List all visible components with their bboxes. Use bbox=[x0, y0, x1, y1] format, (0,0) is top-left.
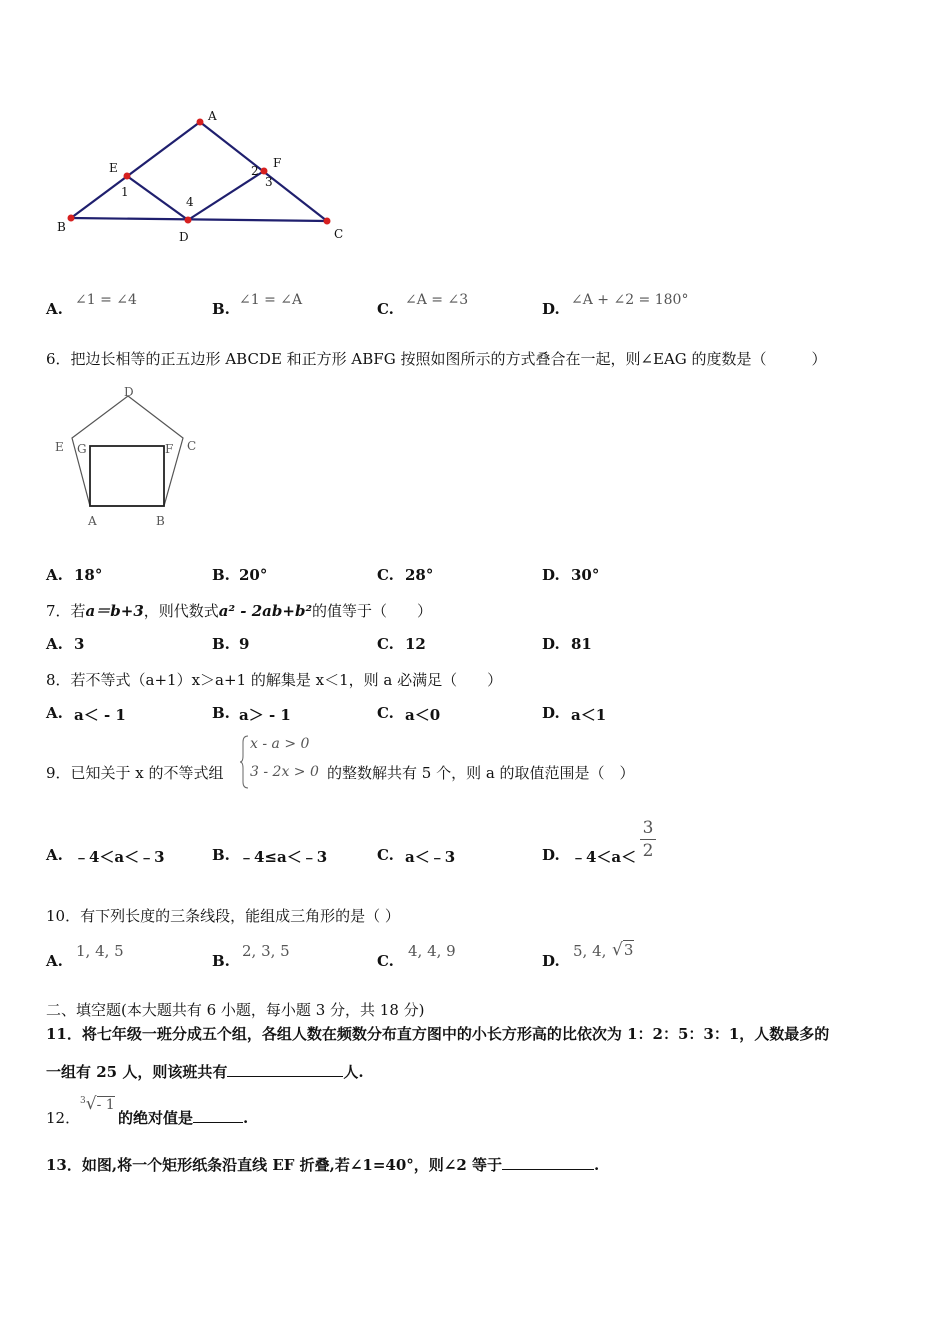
label-angle-4: 4 bbox=[186, 195, 194, 209]
label-C: C bbox=[334, 227, 344, 241]
label-F: F bbox=[165, 442, 174, 456]
q8-option-a-letter: A. bbox=[46, 704, 63, 722]
label-B: B bbox=[156, 514, 165, 528]
q5-option-c-letter: C. bbox=[377, 300, 394, 318]
q7-expression: a² - 2ab+b² bbox=[218, 602, 313, 620]
q12-number: 12． bbox=[46, 1109, 81, 1127]
label-A: A bbox=[88, 514, 97, 528]
q10-option-a-text: 1, 4, 5 bbox=[76, 942, 124, 960]
q9-option-d-text: ﹣4＜a＜ bbox=[571, 848, 637, 866]
label-D: D bbox=[179, 230, 189, 244]
label-A: A bbox=[208, 109, 217, 123]
q9-inequality-system bbox=[240, 734, 326, 790]
q10-option-b-text: 2, 3, 5 bbox=[242, 942, 290, 960]
q6-pentagon-square-figure bbox=[50, 382, 210, 532]
q6-option-b-letter: B. bbox=[212, 566, 230, 584]
q5-option-d-text: ∠A + ∠2 = 180° bbox=[571, 292, 689, 308]
q10-sqrt bbox=[612, 940, 634, 960]
label-angle-3: 3 bbox=[265, 175, 273, 189]
q13-question bbox=[46, 1154, 599, 1175]
label-C: C bbox=[187, 439, 197, 453]
q9-fraction bbox=[640, 818, 656, 861]
fraction-bar bbox=[640, 839, 656, 840]
label-B: B bbox=[57, 220, 66, 234]
q9-inequality-2: 3 - 2x > 0 bbox=[250, 764, 319, 780]
q7-option-c-letter: C. bbox=[377, 635, 394, 653]
q10-option-d-letter: D. bbox=[542, 952, 560, 970]
q6-option-a-text: 18° bbox=[74, 566, 103, 584]
q7-option-a-letter: A. bbox=[46, 635, 63, 653]
q8-option-c-text: a＜0 bbox=[405, 706, 441, 724]
q6-option-a-letter: A. bbox=[46, 566, 63, 584]
q7-tail: 的值等于（ ） bbox=[312, 602, 433, 620]
q9-question-post: 的整数解共有 5 个，则 a 的取值范围是（ ） bbox=[327, 764, 635, 782]
q9-option-b-letter: B. bbox=[212, 846, 230, 864]
point-E bbox=[124, 173, 131, 180]
q9-option-a-letter: A. bbox=[46, 846, 63, 864]
q9-option-d-letter: D. bbox=[542, 846, 560, 864]
label-angle-1: 1 bbox=[121, 185, 129, 199]
segment-BC bbox=[71, 218, 327, 221]
q10-option-c-text: 4, 4, 9 bbox=[408, 942, 456, 960]
q10-option-a-letter: A. bbox=[46, 952, 63, 970]
q8-option-a-text: a＜ - 1 bbox=[74, 706, 126, 724]
q7-option-c-text: 12 bbox=[405, 635, 426, 653]
q10-question: 10．有下列长度的三条线段，能组成三角形的是（ ） bbox=[46, 907, 400, 925]
q11-line2-end: 人. bbox=[343, 1063, 364, 1081]
q6-option-d-text: 30° bbox=[571, 566, 600, 584]
segment-ED bbox=[127, 176, 188, 220]
point-D bbox=[185, 217, 192, 224]
section-title-fill-in: 二、填空题(本大题共有 6 小题，每小题 3 分，共 18 分) bbox=[46, 1001, 425, 1019]
q11-line1: 11．将七年级一班分成五个组，各组人数在频数分布直方图中的小长方形高的比依次为 1：2：5：3：1，人数最多的 bbox=[46, 1025, 830, 1043]
q10-option-d-text: 5, 4, bbox=[573, 942, 612, 960]
q7-condition: a＝b+3 bbox=[85, 602, 144, 620]
q7-option-d-letter: D. bbox=[542, 635, 560, 653]
q11-answer-blank[interactable] bbox=[227, 1062, 343, 1077]
segment-DF bbox=[188, 171, 264, 220]
q6-question: 6．把边长相等的正五边形 ABCDE 和正方形 ABFG 按照如图所示的方式叠合在一起，则∠EAG 的度数是（ ） bbox=[46, 350, 827, 368]
q8-option-c-letter: C. bbox=[377, 704, 394, 722]
square-ABFG bbox=[90, 446, 164, 506]
q10-option-c-letter: C. bbox=[377, 952, 394, 970]
q7-option-b-letter: B. bbox=[212, 635, 230, 653]
segment-BA bbox=[71, 122, 200, 218]
q6-option-d-letter: D. bbox=[542, 566, 560, 584]
q8-question: 8．若不等式（a+1）x＞a+1 的解集是 x＜1，则 a 必满足（ ） bbox=[46, 671, 503, 689]
q10-sqrt-radicand: 3 bbox=[623, 941, 634, 959]
q6-option-c-text: 28° bbox=[405, 566, 434, 584]
q9-option-c-letter: C. bbox=[377, 846, 394, 864]
label-G: G bbox=[77, 442, 87, 456]
q6-option-c-letter: C. bbox=[377, 566, 394, 584]
q9-fraction-denominator: 2 bbox=[642, 841, 654, 861]
q9-inequality-1: x - a > 0 bbox=[250, 736, 310, 752]
label-D: D bbox=[124, 385, 134, 399]
q10-option-b-letter: B. bbox=[212, 952, 230, 970]
q13-answer-blank[interactable] bbox=[502, 1155, 594, 1170]
q7-question bbox=[46, 600, 432, 621]
q12-answer-blank[interactable] bbox=[193, 1108, 243, 1123]
q9-fraction-numerator: 3 bbox=[642, 818, 654, 838]
label-F: F bbox=[273, 156, 282, 170]
q11-line2 bbox=[46, 1061, 364, 1082]
q13-text: 13．如图,将一个矩形纸条沿直线 EF 折叠,若∠1=40°，则∠2 等于 bbox=[46, 1156, 503, 1174]
q5-option-a-letter: A. bbox=[46, 300, 63, 318]
label-E: E bbox=[109, 161, 118, 175]
point-C bbox=[324, 218, 331, 225]
q11-line2-start: 一组有 25 人，则该班共有 bbox=[46, 1063, 228, 1081]
q9-option-c-text: a＜﹣3 bbox=[405, 848, 456, 866]
q12-radicand: - 1 bbox=[96, 1097, 115, 1113]
label-E: E bbox=[55, 440, 64, 454]
q5-option-b-text: ∠1 = ∠A bbox=[239, 292, 303, 308]
q7-option-d-text: 81 bbox=[571, 635, 592, 653]
label-angle-2: 2 bbox=[251, 164, 259, 178]
left-brace-icon bbox=[240, 734, 250, 790]
q5-option-b-letter: B. bbox=[212, 300, 230, 318]
q8-option-d-text: a＜1 bbox=[571, 706, 607, 724]
q12-end: . bbox=[243, 1109, 249, 1127]
radical-icon: √ bbox=[85, 1094, 97, 1114]
q9-option-b-text: ﹣4≤a＜﹣3 bbox=[239, 848, 328, 866]
q13-end: . bbox=[594, 1156, 600, 1174]
q8-option-b-text: a＞ - 1 bbox=[239, 706, 291, 724]
q12-tail-text: 的绝对值是 bbox=[118, 1109, 194, 1127]
sqrt-icon: √ bbox=[612, 940, 623, 960]
q5-option-d-letter: D. bbox=[542, 300, 560, 318]
point-A bbox=[197, 119, 204, 126]
q8-option-b-letter: B. bbox=[212, 704, 230, 722]
q9-question-pre: 9．已知关于 x 的不等式组 bbox=[46, 764, 224, 782]
q9-option-a-text: ﹣4＜a＜﹣3 bbox=[74, 848, 165, 866]
q5-triangle-figure bbox=[50, 105, 360, 255]
q12-question-tail bbox=[118, 1107, 248, 1128]
q12-root-index: 3 bbox=[80, 1096, 86, 1106]
q12-cube-root bbox=[80, 1094, 115, 1114]
q6-option-b-text: 20° bbox=[239, 566, 268, 584]
q7-option-a-text: 3 bbox=[74, 635, 85, 653]
q8-option-d-letter: D. bbox=[542, 704, 560, 722]
q7-mid: ，则代数式 bbox=[143, 602, 219, 620]
q5-option-a-text: ∠1 = ∠4 bbox=[75, 292, 137, 308]
point-B bbox=[68, 215, 75, 222]
q7-number: 7．若 bbox=[46, 602, 86, 620]
q5-option-c-text: ∠A = ∠3 bbox=[405, 292, 469, 308]
q7-option-b-text: 9 bbox=[239, 635, 250, 653]
point-F bbox=[261, 168, 268, 175]
